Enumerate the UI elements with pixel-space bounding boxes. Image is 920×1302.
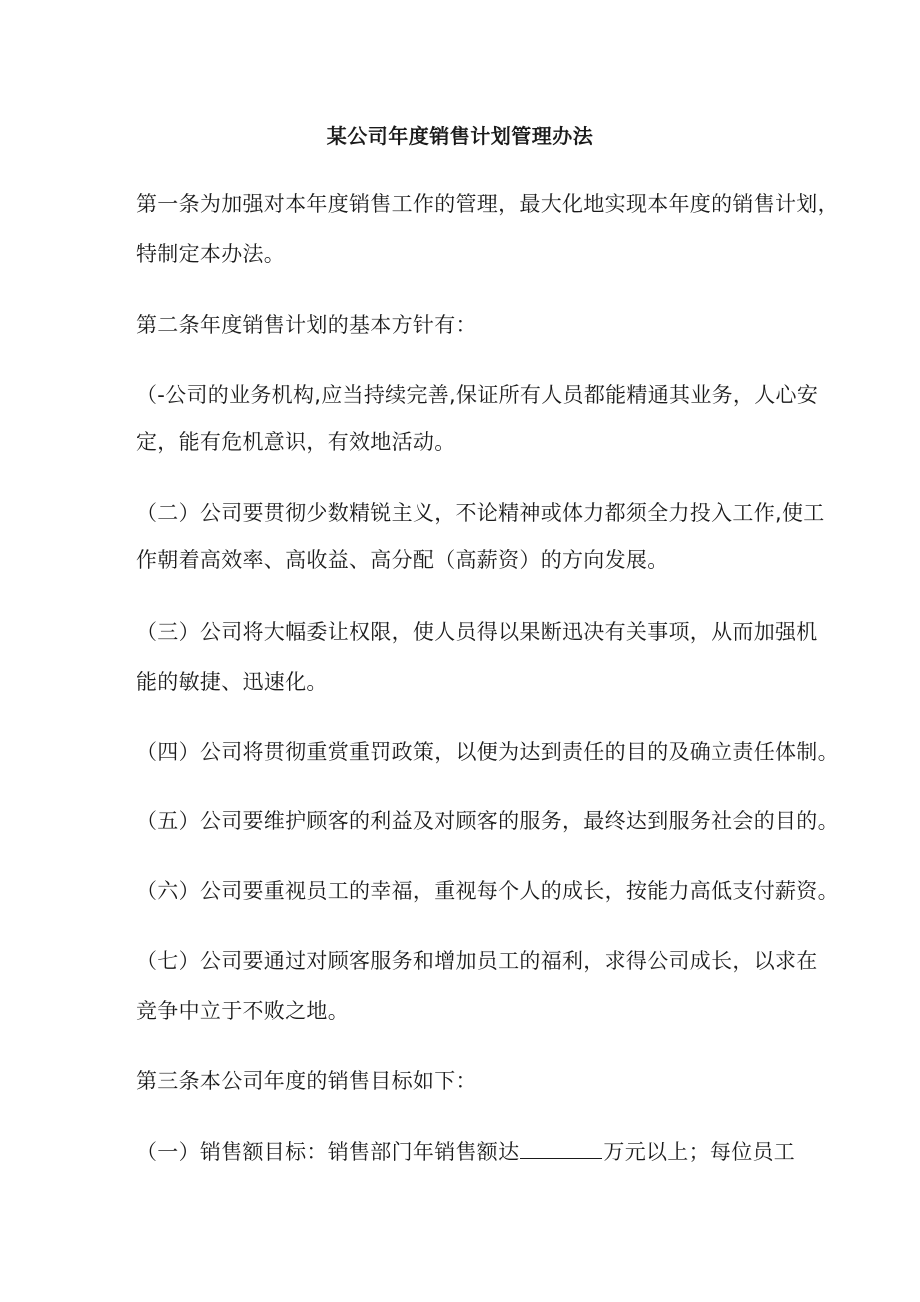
paragraph-line: （七）公司要通过对顾客服务和增加员工的福利，求得公司成长，以求在 <box>136 949 818 973</box>
paragraph-line: 竞争中立于不败之地。 <box>136 999 349 1023</box>
paragraph-line: （六）公司要重视员工的幸福，重视每个人的成长，按能力高低支付薪资。 <box>136 879 839 903</box>
paragraph-line: 定，能有危机意识，有效地活动。 <box>136 430 456 454</box>
paragraph-line: 第二条年度销售计划的基本方针有： <box>136 313 477 337</box>
paragraph-line: （三）公司将大幅委让权限，使人员得以果断迅决有关事项，从而加强机 <box>136 620 818 644</box>
line-text-before-blank: （一）销售额目标：销售部门年销售额达 <box>136 1140 520 1164</box>
paragraph-line: 第一条为加强对本年度销售工作的管理，最大化地实现本年度的销售计划， <box>136 192 839 216</box>
paragraph-line: 作朝着高效率、高收益、高分配（高薪资）的方向发展。 <box>136 548 669 572</box>
paragraph-line: （五）公司要维护顾客的利益及对顾客的服务，最终达到服务社会的目的。 <box>136 809 839 833</box>
paragraph-line: （四）公司将贯彻重赏重罚政策，以便为达到责任的目的及确立责任体制。 <box>136 740 839 764</box>
document-title: 某公司年度销售计划管理办法 <box>326 124 594 148</box>
paragraph-line: （-公司的业务机构,应当持续完善,保证所有人员都能精通其业务，人心安 <box>136 383 819 407</box>
paragraph-line: 第三条本公司年度的销售目标如下： <box>136 1069 477 1093</box>
paragraph-line: 能的敏捷、迅速化。 <box>136 670 328 694</box>
fill-in-blank <box>520 1136 602 1159</box>
paragraph-line-with-blank <box>136 1136 795 1167</box>
paragraph-line: 特制定本办法。 <box>136 242 286 266</box>
paragraph-line: （二）公司要贯彻少数精锐主义，不论精神或体力都须全力投入工作,使工 <box>136 501 825 525</box>
line-text-after-blank: 万元以上；每位员工 <box>603 1140 796 1164</box>
